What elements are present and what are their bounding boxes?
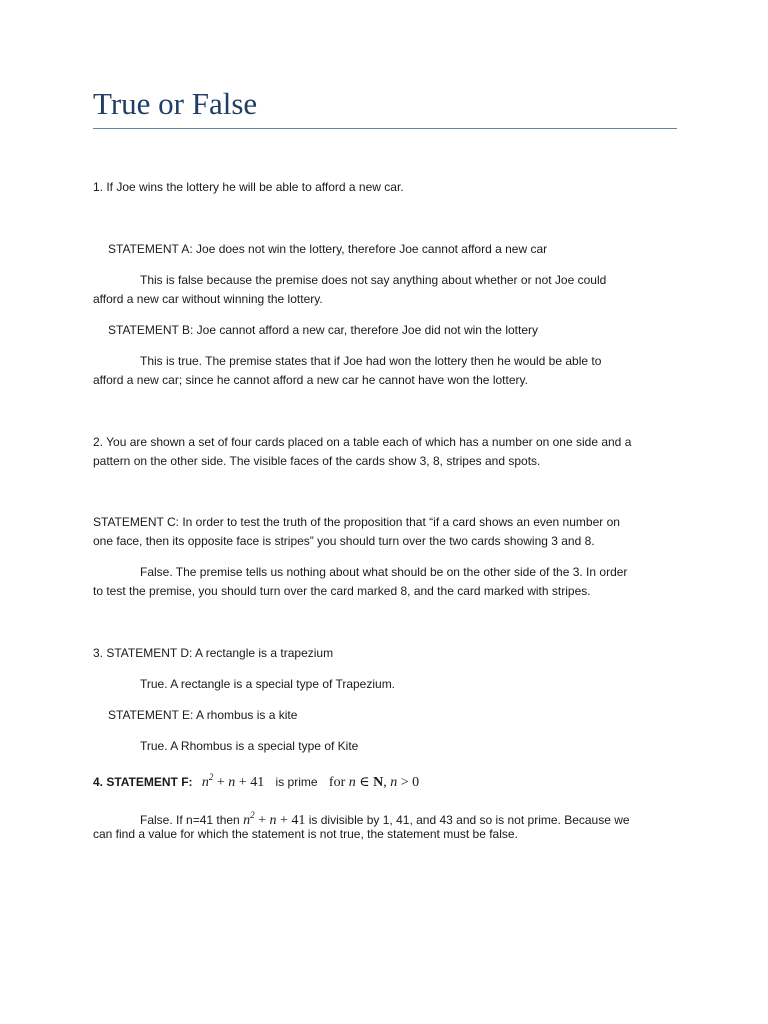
statement-b: STATEMENT B: Joe cannot afford a new car, therefore Joe did not win the lottery <box>108 323 538 337</box>
answer-f-line2: can find a value for which the statement is not true, the statement must be false. <box>93 827 518 841</box>
title-underline <box>93 128 677 129</box>
answer-b-line1: This is true. The premise states that if Joe had won the lottery then he would be able to <box>140 354 602 368</box>
answer-b-line2: afford a new car; since he cannot afford a new car he cannot have won the lottery. <box>93 373 528 387</box>
formula-n-squared-inline: $n^2 + n + 41$ <box>243 810 306 828</box>
answer-c-line2: to test the premise, you should turn over the card marked 8, and the card marked with stripes. <box>93 584 591 598</box>
statement-e: STATEMENT E: A rhombus is a kite <box>108 708 298 722</box>
statement-a: STATEMENT A: Joe does not win the lottery, therefore Joe cannot afford a new car <box>108 242 548 256</box>
answer-f-suffix: is divisible by 1, 41, and 43 and so is not prime. Because we <box>305 813 630 827</box>
formula-n-squared: $n^2 + n + 41$ <box>201 772 265 790</box>
statement-d: 3. STATEMENT D: A rectangle is a trapezium <box>93 646 334 660</box>
answer-a-line2: afford a new car without winning the lottery. <box>93 292 323 306</box>
is-prime-text: is prime <box>275 775 318 789</box>
statement-c-line1: STATEMENT C: In order to test the truth of the proposition that “if a card shows an even number on <box>93 515 620 529</box>
answer-d: True. A rectangle is a special type of Trapezium. <box>140 677 396 691</box>
answer-f-prefix: False. If n=41 then <box>140 813 244 827</box>
q2-prompt-line2: pattern on the other side. The visible faces of the cards show 3, 8, stripes and spots. <box>93 454 541 468</box>
statement-c-line2: one face, then its opposite face is stripes” you should turn over the two cards showing 3 and 8. <box>93 534 595 548</box>
formula-domain: for n ∈ N, n > 0 <box>328 775 420 790</box>
answer-e: True. A Rhombus is a special type of Kite <box>140 739 359 753</box>
statement-f <box>93 768 678 792</box>
answer-a-line1: This is false because the premise does not say anything about whether or not Joe could <box>140 273 607 287</box>
statement-f-label: 4. STATEMENT F: <box>93 775 196 789</box>
q1-prompt: 1. If Joe wins the lottery he will be able to afford a new car. <box>93 180 404 194</box>
answer-c-line1: False. The premise tells us nothing about what should be on the other side of the 3. In order <box>140 565 628 579</box>
page-title: True or False <box>93 86 258 121</box>
q2-prompt-line1: 2. You are shown a set of four cards placed on a table each of which has a number on one side and a <box>93 435 632 449</box>
